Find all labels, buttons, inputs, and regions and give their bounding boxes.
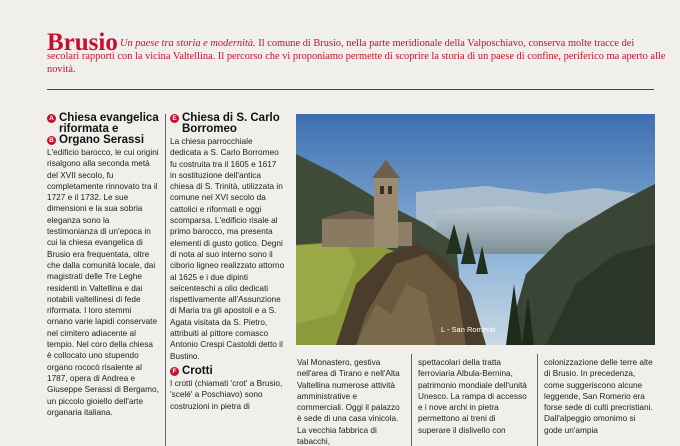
column-divider [165,114,166,446]
bottom-column-1: Val Monastero, gestiva nell'area di Tirano e nell'Alta Valtellina numerose attività amministrative e commerciali. Oggi il palazzo è sede di una casa vinicola. La vecchia fabbrica di tabacchi, [297,358,400,446]
column-2 [170,113,285,412]
intro-paragraph [47,37,667,76]
section-heading-f [170,366,285,377]
section-text-e: La chiesa parrocchiale dedicata a S. Carlo Borromeo fu costruita tra il 1605 e 1617 in sostituzione dell'antica chiesa di S. Trinità, utilizzata in comune nel XVI secolo da cattolici e riformati e oggi scomparsa. L'edificio risale al primo barocco, ma presenta elementi di gusto gotico. Degni di nota al suo interno sono il ciborio ligneo realizzato attorno al 1625 e i due dipinti seicenteschi a olio dedicati rispettivamente all'Assunzione di Maria tra gli apostoli e a S. Agata visitata da S. Pietro, attribuiti al pittore comasco Antonio Crespi Castoldi detto il Bustino. [170,137,285,361]
section-badge-f: F [170,367,179,376]
intro-lead: Un paese tra storia e modernità. [120,38,256,49]
photo-caption: L - San Romerio [441,325,496,334]
section-title-a: Chiesa evangelica riformata e [59,112,159,135]
header-divider [47,89,654,90]
church-photo [296,114,655,345]
bottom-column-2: spettacolari della tratta ferroviaria Albula-Bernina, patrimonio mondiale dell'unità Unesco. La rampa di accesso e i nove archi in pietra permettono ai treni di superare il dislivello con [418,358,527,435]
bottom-column-3: colonizzazione delle terre alte di Brusio. In precedenza, come suggeriscono alcune leggende, San Romerio era forse sede di culti precristiani. Dall'alpeggio omonimo si gode un'ampia [544,358,653,435]
column-1 [47,113,159,418]
section-badge-e: E [170,114,179,123]
section-text-b: L'edificio barocco, le cui origini risalgono alla seconda metà del XVII secolo, fu completamente rinnovato tra il 1727 e il 1732. Le sue dimensioni e la sua sobria eleganza sono la testimonianza di un'epoca in cui la chiesa evangelica di Brusio era frequentata, oltre che dalla comunità locale, dai magistrati delle Tre Leghe residenti in Valtellina e dai notabili valtellinesi di fede riformata. I loro stemmi ornano varie lapidi conservate nel cimitero adiacente al tempio. Nel coro della chiesa è collocato uno stupendo organo rococò risalente al 1787, opera di Andrea e Giuseppe Serassi di Bergamo, un piccolo gioiello dell'arte organaria italiana. [47,148,159,417]
section-text-f: I crotti (chiamati 'crot' a Brusio, 'scelé' a Poschiavo) sono costruzioni in pietra di [170,378,283,411]
section-heading-a [47,113,159,135]
section-heading-b [47,135,159,146]
landscape-illustration [296,114,655,345]
section-badge-a: A [47,114,56,123]
bottom-divider-1 [411,354,412,446]
section-badge-b: B [47,136,56,145]
section-heading-e [170,113,285,135]
intro-text: Il comune di Brusio, nella parte meridionale della Valposchiavo, conserva molte tracce dei secolari rapporti con la vicina Valtellina. Il percorso che vi proponiamo permette di scoprire la storia di un paese di confine, periferico ma aperto alle novità. [47,38,666,75]
bottom-divider-2 [537,354,538,446]
section-title-f: Crotti [182,364,213,377]
page-title: Brusio [47,29,118,56]
section-title-e: Chiesa di S. Carlo Borromeo [182,112,280,135]
section-title-b: Organo Serassi [59,134,145,146]
